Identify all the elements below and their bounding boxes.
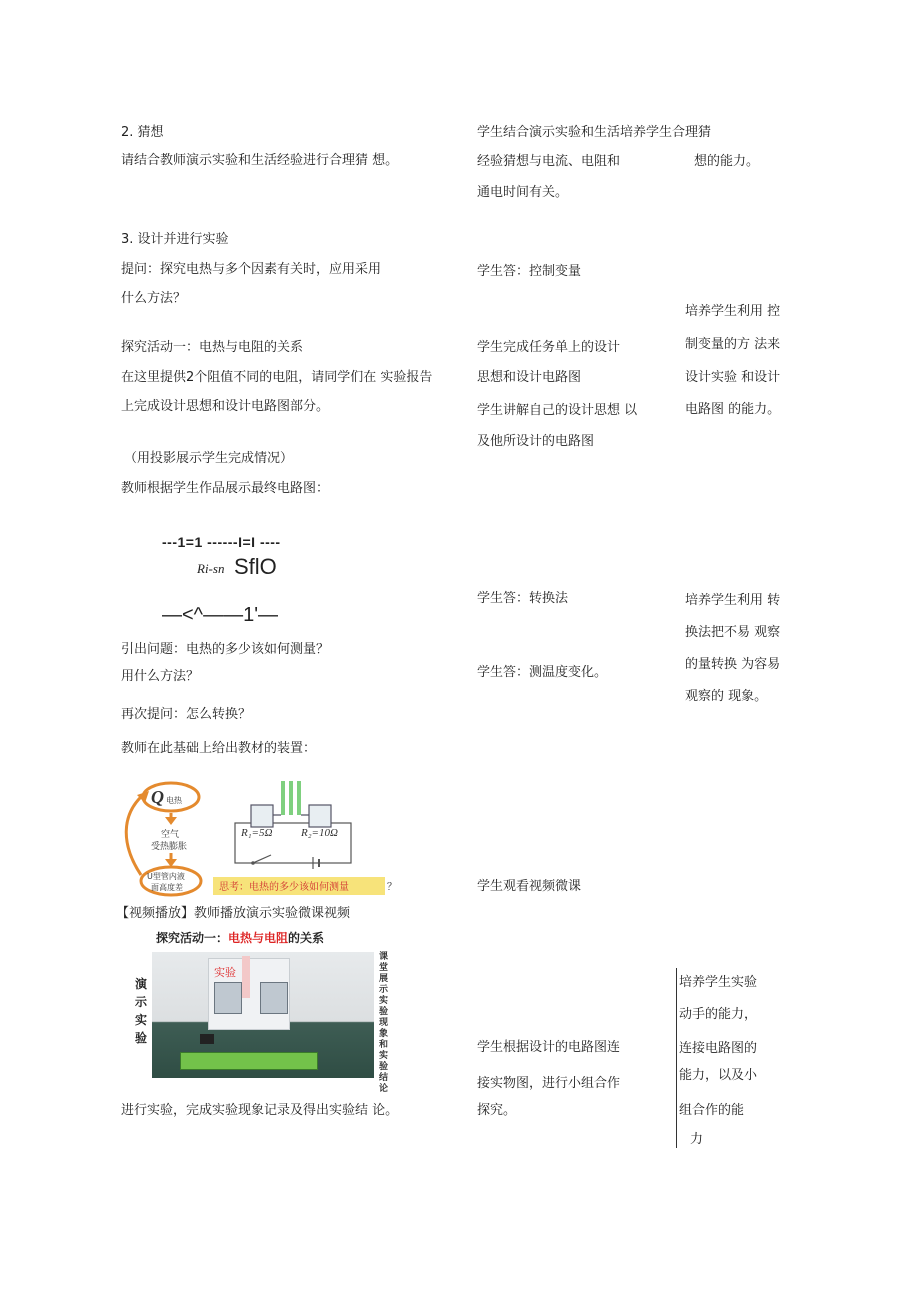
section-2-title: 2. 猜想 <box>121 125 164 140</box>
question-2-line1: 引出问题：电热的多少该如何测量？ <box>121 642 330 657</box>
mid-5: 学生答：测温度变化。 <box>477 665 608 680</box>
right-2-line1: 培养学生利用 转 <box>685 593 781 608</box>
right-2-line2: 换法把不易 观察 <box>685 625 781 640</box>
right-2-line3: 的量转换 为容易 <box>685 657 781 672</box>
teacher-show-circuit: 教师根据学生作品展示最终电路图： <box>121 481 330 496</box>
right-3-line6: 力 <box>690 1132 704 1147</box>
mid-1-line1: 学生结合演示实验和生活培养学生合理猜 <box>477 125 712 140</box>
right-1-line4: 电路图 的能力。 <box>685 402 781 417</box>
video-switch <box>200 1034 214 1044</box>
mid-3-line3: 学生讲解自己的设计思想 以 <box>477 403 638 418</box>
right-1-line3: 设计实验 和设计 <box>685 370 781 385</box>
device-intro: 教师在此基础上给出教材的装置： <box>121 741 317 756</box>
fig-air: 空气 <box>161 830 180 840</box>
question-2-line2: 用什么方法？ <box>121 669 200 684</box>
video-frame[interactable] <box>152 952 374 1078</box>
fig-think: 思考：电热的多少该如何测量 <box>219 882 349 893</box>
mid-4: 学生答：转换法 <box>477 591 569 606</box>
question-1-line2: 什么方法？ <box>121 291 187 306</box>
fig-r1: R₁=5Ω <box>241 827 273 839</box>
video-title-b: 电热与电阻 <box>228 931 289 945</box>
mid-1-line2: 经验猜想与电流、电阻和 <box>477 154 621 169</box>
right-2-line4: 观察的 现象。 <box>685 689 768 704</box>
mid-1-line2b: 想的能力。 <box>694 154 760 169</box>
fig-q-label: Q <box>151 787 164 807</box>
mid-7-line2: 接实物图，进行小组合作 <box>477 1076 621 1091</box>
question-1-line1: 提问：探究电热与多个因素有关时，应用采用 <box>121 262 382 277</box>
video-container-right <box>260 982 288 1014</box>
video-tube <box>242 956 250 998</box>
activity-1-title: 探究活动一：电热与电阻的关系 <box>121 340 304 355</box>
circuit-text-line2-big: SflO <box>234 554 277 579</box>
video-container-left <box>214 982 242 1014</box>
device-figure <box>121 775 401 900</box>
right-3-line5: 组合作的能 <box>679 1103 745 1118</box>
video-side-left: 演示实验 <box>134 977 147 1045</box>
video-battery-box <box>180 1052 318 1070</box>
mid-7-line1: 学生根据设计的电路图连 <box>477 1040 621 1055</box>
video-board-label: 实验 <box>214 966 236 979</box>
fig-think-q: ？ <box>387 882 397 893</box>
fig-expand: 受热膨胀 <box>151 842 188 852</box>
activity-1-line1: 在这里提供2个阻值不同的电阻，请同学们在 实验报告 <box>121 370 433 385</box>
mid-3-line4: 及他所设计的电路图 <box>477 434 595 449</box>
section-2-text: 请结合教师演示实验和生活经验进行合理猜 想。 <box>121 153 399 168</box>
video-play-line: 【视频播放】教师播放演示实验微课视频 <box>116 906 351 921</box>
circuit-text-line2-italic: Ri-sn <box>197 561 225 576</box>
mid-1-line3: 通电时间有关。 <box>477 185 569 200</box>
fig-q-sub: 电热 <box>166 796 182 805</box>
mid-7-line3: 探究。 <box>477 1103 517 1118</box>
right-column-divider <box>676 968 677 1148</box>
video-title-a: 探究活动一： <box>156 931 229 945</box>
fig-utube: U型管内液 <box>147 872 185 881</box>
video-title-c: 的关系 <box>288 931 325 945</box>
activity-1-line2: 上完成设计思想和设计电路图部分。 <box>121 399 330 414</box>
right-3-line2: 动手的能力， <box>679 1007 758 1022</box>
right-3-line4: 能力，以及小 <box>679 1068 758 1083</box>
section-3-title: 3. 设计并进行实验 <box>121 232 229 247</box>
circuit-text-line1: ---1=1 ------I=I ---- <box>162 534 281 550</box>
right-1-line2: 制变量的方 法来 <box>685 337 781 352</box>
circuit-text-line3: —<^——1'— <box>162 604 279 626</box>
video-title <box>156 929 324 947</box>
mid-3-line2: 思想和设计电路图 <box>477 370 582 385</box>
mid-6: 学生观看视频微课 <box>477 879 582 894</box>
right-1-line1: 培养学生利用 控 <box>685 304 781 319</box>
mid-2: 学生答：控制变量 <box>477 264 582 279</box>
video-side-right: 课堂展示实验现象和实验结论 <box>379 952 389 1094</box>
projection-note: （用投影展示学生完成情况） <box>124 451 294 466</box>
mid-3-line1: 学生完成任务单上的设计 <box>477 340 621 355</box>
question-3: 再次提问：怎么转换？ <box>121 707 252 722</box>
right-3-line1: 培养学生实验 <box>679 975 758 990</box>
right-3-line3: 连接电路图的 <box>679 1041 758 1056</box>
experiment-conclusion: 进行实验，完成实验现象记录及得出实验结 论。 <box>121 1103 399 1118</box>
fig-level: 面高度差 <box>151 883 183 892</box>
fig-r2: R₂=10Ω <box>301 827 338 839</box>
